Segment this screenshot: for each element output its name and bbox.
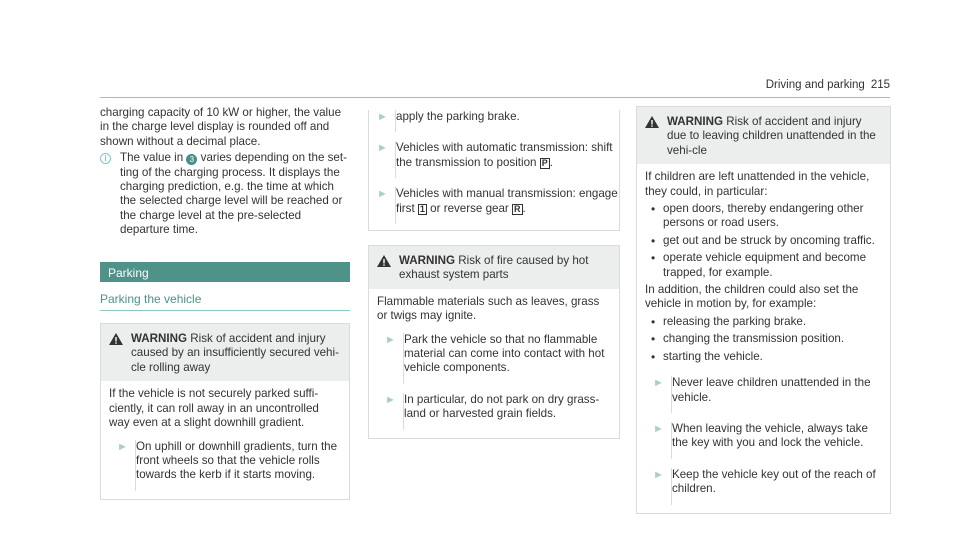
warning-text: In addition, the children could also set the vehicle in motion by, for example: (645, 283, 859, 311)
warning-label: WARNING (667, 115, 724, 128)
step-item (645, 422, 882, 459)
intro-paragraph: charging capacity of 10 kW or higher, the value in the charge level display is rounded off and shown without a decimal place. (100, 106, 342, 148)
page-number: 215 (870, 79, 890, 91)
bullet-icon: • (651, 233, 656, 248)
running-header (100, 78, 890, 92)
step-text: Keep the vehicle key out of the reach of children. (671, 468, 882, 505)
bullet-icon: • (651, 202, 656, 217)
bullet-item: • starting the vehicle. (645, 350, 882, 364)
info-icon: i (100, 151, 120, 237)
step-text: On uphill or downhill gradients, turn the front wheels so that the vehicle rolls towards the kerb if it starts moving. (135, 440, 341, 491)
warning-box (100, 323, 350, 500)
step-item (645, 376, 882, 413)
step-item (369, 187, 619, 224)
warning-text: If the vehicle is not securely parked suffi-ciently, it can roll away in an uncontrolled way even at a slight downhill gradient. (109, 387, 319, 430)
bullet-icon: • (651, 332, 656, 347)
warning-body (101, 381, 349, 498)
step-text: Vehicles with automatic transmission: shift the transmission to position P . (395, 141, 619, 178)
warning-header (637, 107, 890, 164)
column-2 (368, 106, 620, 439)
bullet-item: • changing the transmission position. (645, 332, 882, 346)
step-item (645, 468, 882, 505)
step-arrow-icon: ► (377, 188, 388, 201)
warning-triangle-icon (109, 332, 131, 375)
bullet-item: • releasing the parking brake. (645, 315, 882, 329)
step-text: In particular, do not park on dry grass-land or harvested grain fields. (403, 393, 611, 430)
step-item (369, 141, 619, 178)
gear-r-icon: R (514, 203, 521, 214)
callout-number-icon: 3 (186, 154, 197, 165)
bullet-item: • operate vehicle equipment and become trapped, for example. (645, 251, 882, 280)
sub-heading: Parking the vehicle (100, 292, 350, 311)
warning-header (369, 246, 619, 289)
warning-text: Flammable materials such as leaves, grass or twigs may ignite. (377, 294, 600, 323)
step-item (369, 110, 619, 132)
section-bar: Parking (100, 262, 350, 282)
bullet-icon: • (651, 251, 656, 266)
step-text: Never leave children unattended in the vehicle. (671, 376, 882, 413)
column-1 (100, 106, 350, 500)
gear-p-icon: P (541, 157, 548, 168)
warning-title: Risk of accident and injury caused by an insufficiently secured vehi-cle rolling away (131, 332, 339, 374)
step-arrow-icon: ► (385, 333, 396, 346)
warning-label: WARNING (399, 254, 456, 268)
section-title: Driving and parking (765, 79, 865, 91)
step-arrow-icon: ► (653, 468, 664, 481)
warning-header (101, 324, 349, 381)
step-arrow-icon: ► (377, 111, 388, 123)
steps-box (368, 110, 620, 231)
warning-label: WARNING (131, 332, 188, 346)
warning-title: Risk of fire caused by hot exhaust system parts (399, 254, 589, 282)
step-text: Park the vehicle so that no flammable material can come into contact with hot vehicle components. (403, 333, 611, 384)
step-text: Vehicles with manual transmission: engage first 1 or reverse gear R . (395, 187, 619, 224)
warning-body (637, 164, 890, 512)
warning-triangle-icon (377, 254, 399, 283)
step-arrow-icon: ► (117, 440, 128, 453)
step-item (377, 393, 611, 430)
step-text: When leaving the vehicle, always take the key with you and lock the vehicle. (671, 422, 882, 459)
info-note (100, 151, 350, 237)
bullet-icon: • (651, 349, 656, 364)
step-item (377, 333, 611, 384)
warning-box (368, 245, 620, 439)
step-item (109, 440, 341, 491)
step-arrow-icon: ► (653, 422, 664, 435)
warning-title: Risk of accident and injury due to leaving children unattended in the vehi-cle (667, 115, 876, 157)
step-text: apply the parking brake. (395, 110, 520, 132)
bullet-item: • open doors, thereby endangering other persons or road users. (645, 202, 882, 231)
warning-box (636, 106, 891, 514)
warning-triangle-icon (645, 115, 667, 158)
step-arrow-icon: ► (377, 142, 388, 155)
warning-body (369, 289, 619, 438)
step-arrow-icon: ► (385, 393, 396, 406)
header-rule (100, 97, 890, 98)
note-text: The value in 3 varies depending on the set-ting of the charging process. It displays the charging prediction, e.g. the time at which the selected charge level will be reached or the charge level at the pre-selected departure time. (120, 151, 347, 237)
warning-text: If children are left unattended in the vehicle, they could, in particular: (645, 170, 870, 198)
bullet-icon: • (651, 314, 656, 329)
gear-1-icon: 1 (419, 203, 425, 214)
bullet-item: • get out and be struck by oncoming traffic. (645, 234, 882, 248)
column-3 (636, 106, 891, 514)
step-arrow-icon: ► (653, 377, 664, 390)
